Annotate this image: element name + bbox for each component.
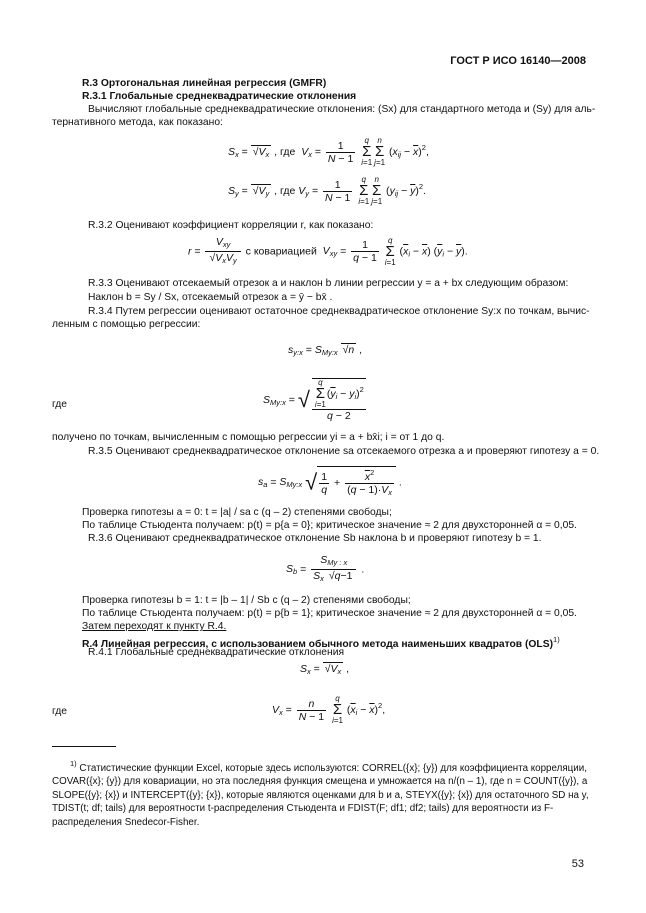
paragraph-r3-6: R.3.6 Оценивают среднеквадратическое отклонение Sb наклона b и проверяют гипотезу b = 1.	[88, 533, 542, 544]
paragraph-r3-1-line2: тернативного метода, как показано:	[52, 117, 223, 128]
footnote-text: Статистические функции Excel, которые здесь используются: CORREL({x}; {y}) для коэффициента корреляции, COVAR({x}; {y}) для ковариации, но эта последняя функция смещена и умножается на n/(n – 1), где n = COUNT({y}), a SLOPE({y}; {x}) и INTERCEPT({y}; {x}), которые являются оценками для b и a, STEYX({y}; {x}) для остаточного SD на y, TDIST(t; df; tails) для вероятности t-распределения Стьюдента и FDIST(F; df1; df2; tails) для вероятности из F-распределения Snedecor-Fisher.	[52, 763, 589, 828]
subsection-r4-1: R.4.1 Глобальные среднеквадратические отклонения	[88, 647, 345, 658]
formula-r4-vx: $V_x$ = $\frac{n}{N - 1}$ q Σ i=1 $(\overline{x}_i - \overline{x})^2$,	[272, 694, 386, 725]
paragraph-r3-4-line1: R.3.4 Путем регрессии оценивают остаточное среднеквадратическое отклонение Sy:x по точкам, вычис-	[88, 306, 590, 317]
document-standard-code: ГОСТ Р ИСО 16140—2008	[450, 55, 586, 67]
footnote-mark: 1)	[70, 759, 77, 768]
paragraph-r3-4-line2: ленным с помощью регрессии:	[52, 319, 201, 330]
paragraph-r3-3-slope: Наклон b = Sy / Sx, отсекаемый отрезок a = ȳ − bx̄ .	[88, 292, 333, 303]
test-a-line2: По таблице Стьюдента получаем: p(t) = p{a = 0}; критическое значение ≈ 2 для двухсторонней α = 0,05.	[82, 520, 577, 531]
where-label-1: где	[52, 399, 68, 410]
paragraph-r3-5: R.3.5 Оценивают среднеквадратическое отклонение sa отсекаемого отрезка a и проверяют гипотезу a = 0.	[88, 446, 600, 457]
paragraph-r3-3: R.3.3 Оценивают отсекаемый отрезок a и наклон b линии регрессии y = a + bx следующим образом:	[88, 278, 569, 289]
goto-r4: Затем переходят к пункту R.4.	[82, 621, 227, 632]
section-heading-r3: R.3 Ортогональная линейная регрессия (GMFR)	[82, 78, 327, 89]
formula-sa: $s_a = S_{My:x}$ √ $\frac{1}{q}$ + $\frac{\overline{x}^2}{(q - 1)\cdot V_x}$ .	[258, 468, 402, 497]
footnote-divider	[52, 746, 116, 747]
paragraph-r3-4-after: получено по точкам, вычисленным с помощью регрессии yi = a + bx̄i; i = от 1 до q.	[52, 432, 445, 443]
subsection-heading-r3-1: R.3.1 Глобальные среднеквадратические отклонения	[82, 91, 357, 102]
formula-sy: $S_y = √V_y$ , где $V_y$ = $\frac{1}{N - 1}$ q Σ i=1n Σ j=1 $(y_{ij} - \overline{y})^2$.	[228, 175, 426, 206]
footnote	[52, 757, 592, 829]
paragraph-r3-1-line1: Вычисляют глобальные среднеквадратические отклонения: (Sx) для стандартного метода и (Sy) для аль-	[88, 104, 596, 115]
section-heading-r4-text: R.4 Линейная регрессия, с использованием обычного метода наименьших квадратов (OLS)	[82, 639, 554, 650]
formula-sb: $S_b$ = $\frac{S_{My : x}}{S_x √q-1}$ .	[286, 554, 365, 583]
test-b-line2: По таблице Стьюдента получаем: p(t) = p{b = 1}; критическое значение ≈ 2 для двухсторонней α = 0,05.	[82, 608, 577, 619]
where-label-2: где	[52, 706, 68, 717]
formula-r4-sx: $S_x = √V_x$ ,	[300, 663, 350, 676]
paragraph-r3-2: R.3.2 Оценивают коэффициент корреляции r, как показано:	[88, 220, 374, 231]
footnote-ref: 1)	[553, 635, 560, 644]
test-a-line1: Проверка гипотезы a = 0: t = |a| / sa c (q – 2) степенями свободы;	[82, 507, 392, 518]
formula-sx: $S_x = √V_x$ , где $V_x$ = $\frac{1}{N - 1}$ q Σ i=1n Σ j=1 $(x_{ij} - \overline{x})^2$,	[228, 136, 429, 167]
page-number: 53	[571, 858, 584, 870]
formula-smyx: $S_{My:x}$ = √ q Σ $i=1(\overline{y}_i - y_i)^2$ q − 2	[263, 378, 364, 422]
formula-syx: $s_{y:x} = S_{My:x}$ √n ,	[288, 344, 363, 357]
formula-correlation: r = $\frac{V_{xy}}{√V_xV_y}$ с ковариацией $V_{xy}$ = $\frac{1}{q - 1}$ q Σ i=1 $(\overline{x}_i - \overline{x}) (\overline{y}_i - \overline{y})$.	[188, 235, 468, 267]
test-b-line1: Проверка гипотезы b = 1: t = |b – 1| / Sb с (q – 2) степенями свободы;	[82, 595, 411, 606]
